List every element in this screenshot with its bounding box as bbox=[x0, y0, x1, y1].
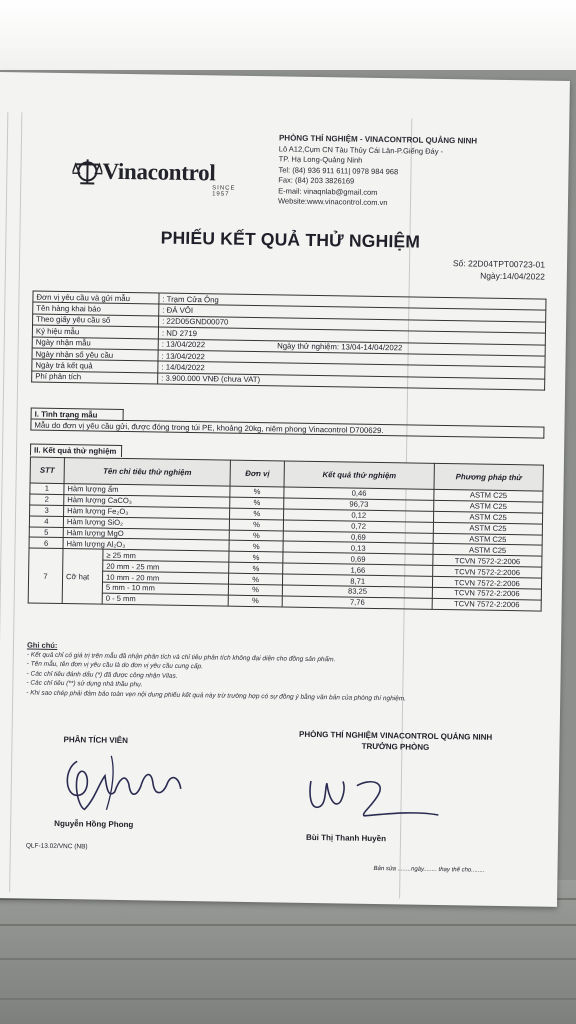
cell-name: Hàm lượng Al₂O₃ bbox=[63, 538, 229, 551]
info-label: Ngày trả kết quả bbox=[32, 359, 158, 372]
cell-stt: 2 bbox=[30, 494, 64, 505]
cell-unit: % bbox=[230, 497, 284, 509]
logo-since: SINCE 1957 bbox=[212, 185, 236, 198]
cell-method: ASTM C25 bbox=[434, 500, 543, 513]
cell-unit: % bbox=[230, 486, 284, 498]
info-label: Phí phân tích bbox=[32, 371, 158, 384]
document-number-block bbox=[453, 257, 546, 282]
notes-title: Ghi chú: bbox=[26, 640, 58, 650]
cell-method: TCVN 7572-2:2006 bbox=[433, 576, 542, 589]
note-line: - Kết quả chỉ có giá trị trên mẫu đã nhận phân tích và chỉ tiêu phân tích không đại diện cho đồng sản phẩm. bbox=[26, 650, 336, 663]
cell-unit: % bbox=[229, 541, 283, 553]
lab-address-line: Lô A12,Cụm CN Tàu Thủy Cái Lân-P.Giếng Đáy - bbox=[278, 143, 444, 156]
cell-method: ASTM C25 bbox=[433, 544, 542, 557]
info-value: : ND 2719 bbox=[158, 327, 545, 344]
scale-logo-icon bbox=[72, 156, 102, 186]
cell-stt: 5 bbox=[29, 527, 63, 538]
form-code: QLF-13.02/VNC (NB) bbox=[25, 842, 88, 851]
cell-range: 20 mm - 25 mm bbox=[103, 560, 229, 573]
column-header: Tên chỉ tiêu thử nghiệm bbox=[64, 458, 231, 487]
cell-name: Hàm lượng Fe₂O₃ bbox=[64, 505, 230, 518]
note-line: - Các chỉ tiêu (**) sử dụng nhà thầu phụ. bbox=[26, 679, 143, 689]
info-label: Theo giấy yêu cầu số bbox=[33, 314, 159, 327]
cell-result: 0,13 bbox=[283, 541, 433, 554]
info-value: : 13/04/2022 Ngày thử nghiệm: 13/04-14/04/2022 bbox=[158, 339, 545, 356]
info-label: Ngày nhận mẫu bbox=[32, 337, 158, 350]
cell-result: 96,73 bbox=[284, 498, 434, 511]
info-label: Ngày nhận số yêu cầu bbox=[32, 348, 158, 361]
document-date: Ngày:14/04/2022 bbox=[480, 270, 545, 282]
cell-stt: 6 bbox=[29, 537, 63, 548]
notes-block bbox=[26, 640, 541, 705]
note-line: - Các chỉ tiêu đánh dấu (*) đã được công nhận Vilas. bbox=[26, 669, 178, 680]
cell-method: TCVN 7572-2:2006 bbox=[433, 555, 542, 568]
cell-name: Hàm lượng ẩm bbox=[64, 484, 230, 497]
cell-result: 83,25 bbox=[282, 585, 432, 598]
manager-role: TRƯỞNG PHÒNG bbox=[361, 741, 430, 752]
note-line: - Tên mẫu, tên đơn vị yêu cầu là do đơn vị yêu cầu cung cấp. bbox=[26, 660, 203, 671]
cell-range: 0 - 5 mm bbox=[102, 593, 228, 606]
cell-method: ASTM C25 bbox=[434, 511, 543, 524]
sample-condition-text: Mẫu do đơn vị yêu cầu gửi, được đóng trong túi PE, khoảng 20kg, niêm phong Vinacontrol D700629. bbox=[31, 419, 544, 438]
info-value: : 13/04/2022 bbox=[158, 350, 545, 367]
info-label: Ký hiệu mẫu bbox=[32, 325, 158, 338]
lab-fax: Fax: (84) 203 3826169 bbox=[278, 175, 355, 186]
cell-range: ≥ 25 mm bbox=[103, 550, 229, 563]
column-header: Đơn vị bbox=[230, 460, 284, 487]
results-table bbox=[28, 457, 544, 612]
info-value: : 3.900.000 VNĐ (chưa VAT) bbox=[158, 373, 545, 390]
column-header: Kết quả thử nghiệm bbox=[284, 461, 434, 489]
section-title: II. Kết quả thử nghiệm bbox=[30, 444, 122, 457]
cell-method: TCVN 7572-2:2006 bbox=[432, 598, 541, 611]
manager-name: Bùi Thị Thanh Huyền bbox=[305, 832, 387, 844]
cell-unit: % bbox=[228, 584, 282, 596]
cell-method: TCVN 7572-2:2006 bbox=[433, 566, 542, 579]
lab-address-block bbox=[278, 133, 549, 211]
cell-method: ASTM C25 bbox=[433, 522, 542, 535]
cell-name: Hàm lượng SiO₂ bbox=[63, 516, 229, 529]
column-header: Phương pháp thử bbox=[434, 463, 543, 491]
section-title: I. Tình trạng mẫu bbox=[31, 408, 123, 420]
analyst-name: Nguyễn Hồng Phong bbox=[54, 818, 134, 830]
lab-website: Website:www.vinacontrol.com.vn bbox=[277, 196, 388, 208]
manager-signature bbox=[304, 775, 445, 825]
lab-tel: Tel: (84) 936 911 611| 0978 984 968 bbox=[278, 164, 399, 176]
lab-address-line: TP. Hạ Long-Quảng Ninh bbox=[278, 154, 363, 165]
cell-stt: 7 bbox=[28, 548, 63, 603]
info-value: : 22D05GND00070 bbox=[159, 316, 546, 333]
document-sheet bbox=[0, 72, 570, 907]
cell-result: 0,46 bbox=[284, 487, 434, 500]
cell-result: 0,12 bbox=[284, 509, 434, 522]
cell-result: 7,76 bbox=[282, 596, 432, 609]
info-label: Đơn vị yêu cầu và gửi mẫu bbox=[33, 291, 159, 304]
cell-name: Hàm lượng MgO bbox=[63, 527, 229, 540]
cell-result: 8,71 bbox=[283, 574, 433, 587]
cell-name: Hàm lượng CaCO₃ bbox=[64, 494, 230, 507]
info-value: : Trạm Cửa Ông bbox=[159, 293, 546, 310]
sample-condition-table bbox=[30, 408, 544, 439]
cell-unit: % bbox=[229, 530, 283, 542]
cell-unit: % bbox=[229, 562, 283, 574]
cell-stt: 1 bbox=[30, 483, 64, 494]
cell-range: 5 mm - 10 mm bbox=[102, 582, 228, 595]
lab-org-name: PHÒNG THÍ NGHIỆM VINACONTROL QUẢNG NINH bbox=[298, 729, 493, 742]
cell-unit: % bbox=[230, 508, 284, 520]
analyst-role: PHÂN TÍCH VIÊN bbox=[63, 735, 129, 746]
cell-result: 1,66 bbox=[283, 563, 433, 576]
cell-method: ASTM C25 bbox=[434, 489, 543, 502]
manager-block bbox=[245, 728, 545, 755]
analyst-signature bbox=[54, 749, 195, 817]
company-logo bbox=[72, 156, 247, 198]
info-label: Tên hàng khai báo bbox=[33, 302, 159, 315]
cell-unit: % bbox=[229, 552, 283, 564]
cell-result: 0,72 bbox=[284, 520, 434, 533]
cell-result: 0,69 bbox=[283, 552, 433, 565]
test-date: Ngày thử nghiệm: 13/04-14/04/2022 bbox=[277, 341, 403, 353]
sample-info-table bbox=[31, 291, 546, 391]
info-value: : ĐÁ VÔI bbox=[159, 304, 546, 321]
cell-unit: % bbox=[228, 595, 282, 607]
info-value: : 14/04/2022 bbox=[158, 361, 545, 378]
document-title: PHIẾU KẾT QUẢ THỬ NGHIỆM bbox=[160, 227, 421, 252]
logo-text: Vinacontrol bbox=[102, 158, 216, 186]
cell-method: ASTM C25 bbox=[433, 533, 542, 546]
lab-email: E-mail: vinaqnlab@gmail.com bbox=[278, 185, 378, 197]
revision-footer: Bản sửa ........ngày........ thay thế cho........ bbox=[373, 865, 485, 874]
column-header: STT bbox=[30, 457, 64, 484]
cell-stt: 3 bbox=[30, 505, 64, 516]
lab-name: PHÒNG THÍ NGHIỆM - VINACONTROL QUẢNG NINH bbox=[278, 133, 478, 146]
cell-range: 10 mm - 20 mm bbox=[102, 571, 228, 584]
background-wall bbox=[0, 0, 576, 70]
document-number: Số: 22D04TPT00723-01 bbox=[452, 258, 546, 270]
cell-name: Cỡ hạt bbox=[62, 549, 103, 604]
cell-stt: 4 bbox=[29, 516, 63, 527]
cell-method: TCVN 7572-2:2006 bbox=[432, 587, 541, 600]
cell-unit: % bbox=[229, 573, 283, 585]
cell-unit: % bbox=[230, 519, 284, 531]
cell-result: 0,69 bbox=[283, 531, 433, 544]
note-line: - Khi sao chép phải đảm bảo toàn vẹn nội dung phiếu kết quả này trừ trường hợp có sự đồng ý bằng văn bản của phòng thí nghiệm. bbox=[26, 688, 407, 702]
